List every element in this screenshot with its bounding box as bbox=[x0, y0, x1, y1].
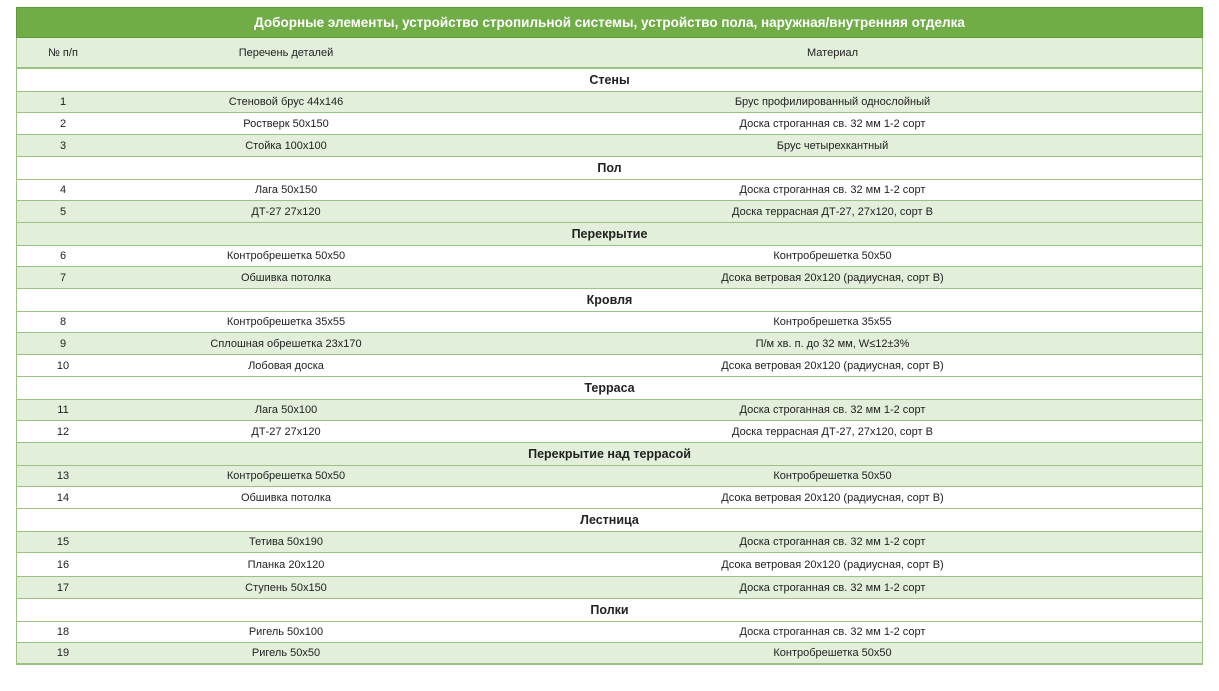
row-material: Дсока ветровая 20х120 (радиусная, сорт В) bbox=[721, 558, 944, 571]
row-material: Контробрешетка 50х50 bbox=[773, 647, 892, 659]
materials-table bbox=[16, 7, 1203, 665]
row-material: Дсока ветровая 20х120 (радиусная, сорт В) bbox=[721, 359, 944, 372]
row-part: Планка 20х120 bbox=[247, 558, 325, 571]
column-header-num: № п/п bbox=[48, 46, 78, 59]
row-part: ДТ-27 27х120 bbox=[251, 425, 321, 438]
row-part: ДТ-27 27х120 bbox=[251, 205, 321, 218]
section-header: Пол bbox=[16, 157, 1203, 179]
row-part: Контробрешетка 50х50 bbox=[226, 250, 346, 262]
row-number: 11 bbox=[57, 404, 69, 416]
table-row bbox=[16, 465, 1203, 487]
row-material: Контробрешетка 35х55 bbox=[773, 316, 892, 328]
column-header-row bbox=[16, 38, 1203, 69]
row-part: Тетива 50х190 bbox=[248, 536, 324, 548]
row-material: Доска строганная св. 32 мм 1-2 сорт bbox=[739, 184, 926, 196]
section-header: Перекрытие bbox=[16, 223, 1203, 245]
table-row bbox=[16, 531, 1203, 553]
row-number: 12 bbox=[56, 425, 70, 438]
row-number: 6 bbox=[59, 250, 67, 262]
row-number: 2 bbox=[59, 117, 67, 130]
section-header: Полки bbox=[16, 599, 1203, 621]
row-number: 19 bbox=[56, 647, 70, 659]
row-number: 4 bbox=[59, 184, 67, 196]
column-header-part: Перечень деталей bbox=[238, 46, 334, 59]
table-row bbox=[16, 355, 1203, 377]
table-row bbox=[16, 245, 1203, 267]
row-number: 18 bbox=[56, 626, 70, 638]
row-part: Контробрешетка 50х50 bbox=[226, 470, 346, 482]
section-header: Кровля bbox=[16, 289, 1203, 311]
row-part: Ригель 50х50 bbox=[251, 647, 321, 659]
table-row bbox=[16, 421, 1203, 443]
row-material: Дсока ветровая 20х120 (радиусная, сорт В) bbox=[721, 491, 944, 504]
row-part: Ригель 50х100 bbox=[248, 626, 324, 638]
table-row bbox=[16, 643, 1203, 665]
row-material: Доска террасная ДТ-27, 27х120, сорт В bbox=[732, 425, 933, 438]
row-number: 13 bbox=[56, 470, 70, 482]
column-header-material: Материал bbox=[807, 46, 858, 59]
table-row bbox=[16, 311, 1203, 333]
row-number: 9 bbox=[59, 337, 67, 350]
row-part: Обшивка потолка bbox=[240, 271, 332, 284]
row-number: 17 bbox=[56, 581, 70, 594]
row-material: П/м хв. п. до 32 мм, W≤12±3% bbox=[755, 337, 910, 350]
row-material: Доска строганная св. 32 мм 1-2 сорт bbox=[739, 626, 926, 638]
table-title: Доборные элементы, устройство стропильной системы, устройство пола, наружная/внутренняя отделка bbox=[16, 7, 1203, 38]
table-row bbox=[16, 487, 1203, 509]
table-row bbox=[16, 267, 1203, 289]
row-number: 7 bbox=[59, 271, 67, 284]
row-part: Лобовая доска bbox=[248, 359, 324, 372]
section-header: Лестница bbox=[16, 509, 1203, 531]
row-number: 15 bbox=[56, 536, 70, 548]
row-number: 8 bbox=[59, 316, 67, 328]
row-material: Брус профилированный однослойный bbox=[734, 96, 931, 108]
row-part: Лага 50х150 bbox=[254, 184, 318, 196]
row-number: 10 bbox=[56, 359, 70, 372]
table-row bbox=[16, 621, 1203, 643]
row-material: Доска строганная св. 32 мм 1-2 сорт bbox=[739, 536, 926, 548]
table-row bbox=[16, 399, 1203, 421]
table-row bbox=[16, 179, 1203, 201]
row-number: 16 bbox=[56, 558, 70, 571]
row-material: Брус четырехкантный bbox=[776, 139, 889, 152]
row-part: Лага 50х100 bbox=[254, 404, 318, 416]
row-part: Стеновой брус 44х146 bbox=[228, 96, 344, 108]
row-part: Обшивка потолка bbox=[240, 491, 332, 504]
table-row bbox=[16, 333, 1203, 355]
section-header: Стены bbox=[16, 69, 1203, 91]
row-part: Ростверк 50х150 bbox=[243, 117, 329, 130]
row-number: 3 bbox=[59, 139, 67, 152]
table-row bbox=[16, 553, 1203, 577]
row-material: Контробрешетка 50х50 bbox=[773, 250, 892, 262]
row-part: Стойка 100х100 bbox=[245, 139, 327, 152]
row-part: Сплошная обрешетка 23х170 bbox=[210, 337, 362, 350]
row-number: 1 bbox=[59, 96, 67, 108]
row-part: Ступень 50х150 bbox=[245, 581, 327, 594]
row-material: Дсока ветровая 20х120 (радиусная, сорт В) bbox=[721, 271, 944, 284]
row-part: Контробрешетка 35х55 bbox=[226, 316, 346, 328]
section-header: Перекрытие над террасой bbox=[16, 443, 1203, 465]
row-material: Контробрешетка 50х50 bbox=[773, 470, 892, 482]
row-number: 14 bbox=[56, 491, 70, 504]
row-material: Доска террасная ДТ-27, 27х120, сорт В bbox=[732, 205, 933, 218]
table-body bbox=[16, 69, 1203, 665]
row-number: 5 bbox=[59, 205, 67, 218]
table-row bbox=[16, 91, 1203, 113]
row-material: Доска строганная св. 32 мм 1-2 сорт bbox=[739, 404, 926, 416]
row-material: Доска строганная св. 32 мм 1-2 сорт bbox=[739, 581, 926, 594]
row-material: Доска строганная св. 32 мм 1-2 сорт bbox=[739, 117, 926, 130]
table-row bbox=[16, 577, 1203, 599]
table-row bbox=[16, 135, 1203, 157]
table-row bbox=[16, 113, 1203, 135]
table-row bbox=[16, 201, 1203, 223]
section-header: Терраса bbox=[16, 377, 1203, 399]
